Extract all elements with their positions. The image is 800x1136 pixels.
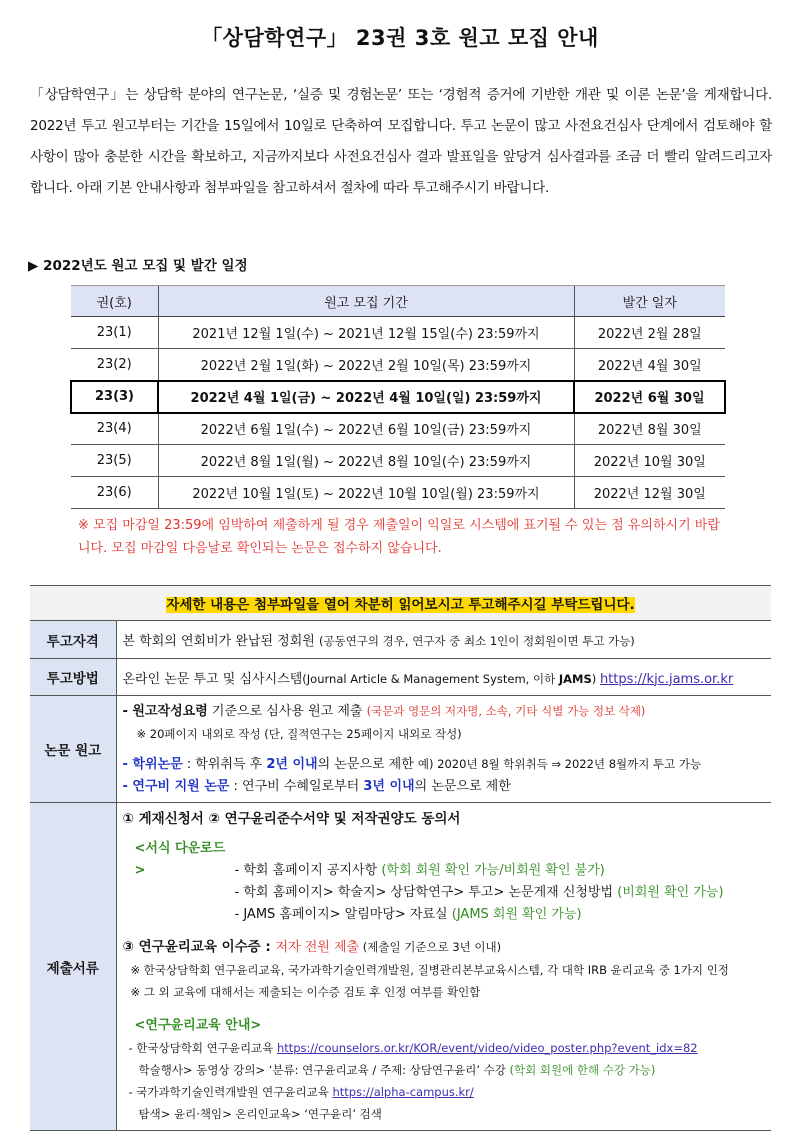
banner: [30, 586, 771, 621]
qualification-content: [116, 621, 771, 659]
text: ① 게재신청서 ② 연구윤리준수서약 및 저작권양도 동의서: [122, 811, 461, 827]
text: 2년 이내: [266, 757, 318, 772]
text: (공동연구의 경우, 연구자 중 최소 1인이 정회원이면 투고 가능): [318, 634, 635, 648]
manuscript-content: [116, 696, 771, 803]
text: 의 논문으로 제한: [414, 779, 511, 794]
schedule-table: [70, 285, 726, 509]
table-row: [71, 445, 725, 477]
text: 저자 전원 제출: [275, 940, 360, 955]
text: ※ 그 외 교육에 대해서는 제출되는 이수증 검토 후 인정 여부를 확인함: [130, 985, 481, 999]
method-content: [116, 659, 771, 696]
table-row: [71, 349, 725, 381]
text: (학회 회원 확인 가능/비회원 확인 불가): [381, 863, 605, 878]
table-row: [71, 317, 725, 349]
cell: 2022년 10월 1일(토) ~ 2022년 10월 10일(월) 23:59까지: [158, 477, 574, 509]
text: ③ 연구윤리교육 이수증 :: [122, 939, 276, 955]
text: : 학위취득 후: [182, 757, 267, 772]
text: : 연구비 수혜일로부터: [229, 779, 364, 794]
cell: 2022년 2월 1일(화) ~ 2022년 2월 10일(목) 23:59까지: [158, 349, 574, 381]
documents-content: [116, 803, 771, 1131]
cell: 23(4): [71, 413, 158, 445]
text: (JAMS 회원 확인 가능): [451, 907, 582, 922]
cell: 2022년 6월 30일: [574, 381, 725, 413]
cell: 23(5): [71, 445, 158, 477]
text: <연구윤리교육 안내>: [134, 1018, 262, 1033]
cell: 23(1): [71, 317, 158, 349]
text: - 원고작성요령: [122, 704, 208, 719]
cell: 2022년 4월 1일(금) ~ 2022년 4월 10일(일) 23:59까지: [158, 381, 574, 413]
jams-link[interactable]: https://kjc.jams.or.kr: [599, 671, 734, 687]
text: ): [591, 671, 600, 686]
text: 탐색> 윤리·책임> 온리인교육> ‘연구윤리’ 검색: [138, 1107, 382, 1121]
schedule-heading: ▶ 2022년도 원고 모집 및 발간 일정: [28, 258, 248, 274]
cell: 2022년 8월 1일(월) ~ 2022년 8월 10일(수) 23:59까지: [158, 445, 574, 477]
text: (비회원 확인 가능): [617, 885, 724, 900]
cell: 2022년 4월 30일: [574, 349, 725, 381]
intro-paragraph: 「상담학연구」는 상담학 분야의 연구논문, ‘실증 및 경험논문’ 또는 ‘경험적 증거에 기반한 개관 및 이론 논문’을 게재합니다. 2022년 투고 원고부터는 기간을 15일에서 10일로 단축하여 모집합니다. 투고 논문이 많고 사전요건심사 단계에서 검토해야 할 사항이 많아 충분한 시간을 확보하고, 지금까지보다 사전요건심사 결과 발표일을 앞당겨 심사결과를 조금 더 빨리 알려드리고자 합니다. 아래 기본 안내사항과 첨부파일을 참고하셔서 절차에 따라 투고해주시기 바랍니다.: [30, 87, 772, 196]
text: 온라인 논문 투고 및 심사시스템: [122, 671, 303, 687]
text: 의 논문으로 제한: [317, 757, 418, 772]
page-title: 「상담학연구」 23권 3호 원고 모집 안내: [201, 26, 599, 50]
cell: 2021년 12월 1일(수) ~ 2021년 12월 15일(수) 23:59까지: [158, 317, 574, 349]
cell: 2022년 10월 30일: [574, 445, 725, 477]
text: - 한국상담학회 연구윤리교육: [128, 1041, 277, 1055]
label-manuscript: 논문 원고: [30, 696, 116, 803]
label-qualification: 투고자격: [30, 621, 116, 659]
text: - 연구비 지원 논문: [122, 779, 230, 794]
banner-text: 자세한 내용은 첨부파일을 열어 차분히 읽어보시고 투고해주시길 부탁드립니다.: [166, 597, 635, 613]
table-row: [71, 477, 725, 509]
text: - JAMS 홈페이지> 알림마당> 자료실: [234, 907, 452, 922]
col-volume: 권(호): [71, 286, 158, 317]
counselors-link[interactable]: https://counselors.or.kr/KOR/event/video/video_poster.php?event_idx=82: [276, 1041, 698, 1055]
text: JAMS: [558, 671, 592, 686]
col-period: 원고 모집 기간: [158, 286, 574, 317]
text: - 학회 홈페이지 공지사항: [234, 863, 382, 878]
text: - 학회 홈페이지> 학술지> 상담학연구> 투고> 논문게재 신청방법: [234, 885, 618, 900]
text: (제출일 기준으로 3년 이내): [359, 940, 502, 954]
table-row: [71, 413, 725, 445]
text: 학술행사> 동영상 강의> ‘분류: 연구윤리교육 / 주제: 상담연구윤리’ 수강: [138, 1063, 510, 1077]
table-row-highlighted: [71, 381, 725, 413]
text: - 학위논문: [122, 757, 183, 772]
deadline-note: ※ 모집 마감일 23:59에 임박하여 제출하게 될 경우 제출일이 익일로 시스템에 표기될 수 있는 점 유의하시기 바랍니다. 모집 마감일 다음날로 확인되는 논문은 접수하지 않습니다.: [78, 518, 720, 556]
cell: 23(6): [71, 477, 158, 509]
text: 기준으로 심사용 원고 제출: [207, 704, 367, 719]
label-method: 투고방법: [30, 659, 116, 696]
label-documents: 제출서류: [30, 803, 116, 1131]
cell: 2022년 6월 1일(수) ~ 2022년 6월 10일(금) 23:59까지: [158, 413, 574, 445]
cell: 2022년 12월 30일: [574, 477, 725, 509]
text: 3년 이내: [363, 779, 415, 794]
text: (Journal Article & Management System, 이하: [302, 671, 559, 686]
text: - 국가과학기술인력개발원 연구윤리교육: [128, 1085, 333, 1099]
cell: 2022년 8월 30일: [574, 413, 725, 445]
cell: 2022년 2월 28일: [574, 317, 725, 349]
text: ※ 한국상담학회 연구윤리교육, 국가과학기술인력개발원, 질병관리본부교육시스템, 각 대학 IRB 윤리교육 중 1가지 인정: [130, 963, 729, 977]
text: <서식 다운로드>: [134, 841, 226, 878]
text: (국문과 영문의 저자명, 소속, 기타 식별 가능 정보 삭제): [366, 704, 646, 718]
info-table: [30, 585, 771, 1131]
text: 본 학회의 연회비가 완납된 정회원: [122, 634, 319, 649]
col-publish: 발간 일자: [574, 286, 725, 317]
text: (학회 회원에 한해 수강 가능): [509, 1063, 656, 1077]
text: ※ 20페이지 내외로 작성 (단, 질적연구는 25페이지 내외로 작성): [136, 727, 462, 741]
text: 예) 2020년 8월 학위취득 ⇒ 2022년 8월까지 투고 가능: [417, 757, 702, 771]
cell: 23(2): [71, 349, 158, 381]
alpha-campus-link[interactable]: https://alpha-campus.kr/: [332, 1085, 474, 1099]
cell: 23(3): [71, 381, 158, 413]
